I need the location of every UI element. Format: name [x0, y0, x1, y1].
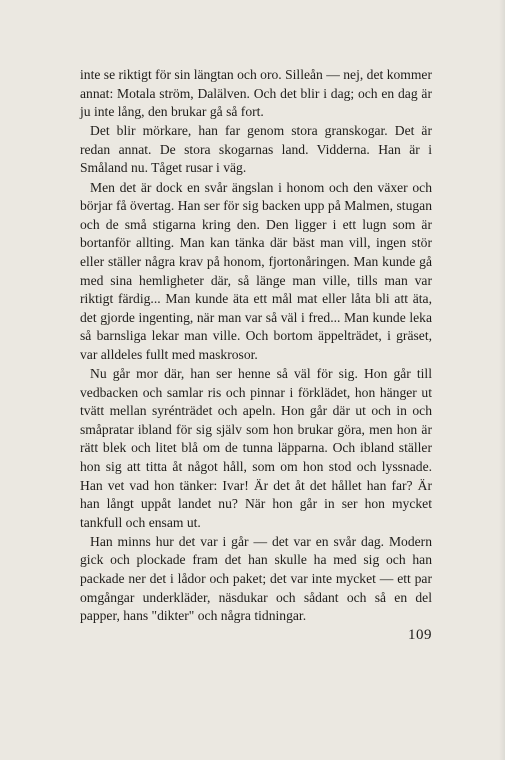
- paragraph-1: inte se riktigt för sin längtan och oro. Silleån — nej, det kommer annat: Motala ström, Dalälven. Och det blir i dag; och en dag är ju inte lång, den brukar gå så fort.: [80, 67, 432, 120]
- paragraph-2: Det blir mörkare, han far genom stora granskogar. Det är redan annat. De stora skogarnas land. Vidderna. Han är i Småland nu. Tåget rusar i väg.: [80, 123, 432, 176]
- paragraph-3: Men det är dock en svår ängslan i honom och den växer och börjar få övertag. Han ser för sig backen upp på Malmen, stugan och de små stigarna kring den. Den ligger i ett lugn som är bortanför allting. Man kan tänka där bäst man vill, ingen stör eller ställer några krav på honom, fjortonåringen. Man kunde gå med sina hemligheter där, så länge man ville, tills man var riktigt färdig... Man kunde äta ett mål mat eller låta bli att äta, det gjorde ingenting, när man var så väl i fred... Man kunde leka så barnsliga lekar man ville. Och bortom äppelträdet, i gräset, var alldeles fullt med maskrosor.: [80, 179, 432, 362]
- paragraph-5: Han minns hur det var i går — det var en svår dag. Modern gick och plockade fram det han skulle ha med sig och han packade ner det i lådor och paket; det var inte mycket — ett par omgångar underkläder, näsdukar och sådant och så en del papper, hans "dikter" och några tidningar.: [80, 533, 432, 624]
- paragraph-4: Nu går mor där, han ser henne så väl för sig. Hon går till vedbacken och samlar ris och pinnar i förklädet, hon hänger ut tvätt mellan syrénträdet och apeln. Hon går där ut och in och småpratar ibland för sig själv som hon brukar göra, men hon är rätt blek och litet blå om de tunna läpparna. Och ibland ställer hon sig att titta åt något håll, som om hon stod och lyssnade. Han vet vad hon tänker: Ivar! Är det åt det hållet han far? Är han långt uppåt landet nu? När hon går in ser hon mycket tankfull och ensam ut.: [80, 366, 432, 530]
- page-edge-shadow: [499, 0, 505, 760]
- body-text: [80, 66, 432, 626]
- page-number: 109: [408, 627, 432, 643]
